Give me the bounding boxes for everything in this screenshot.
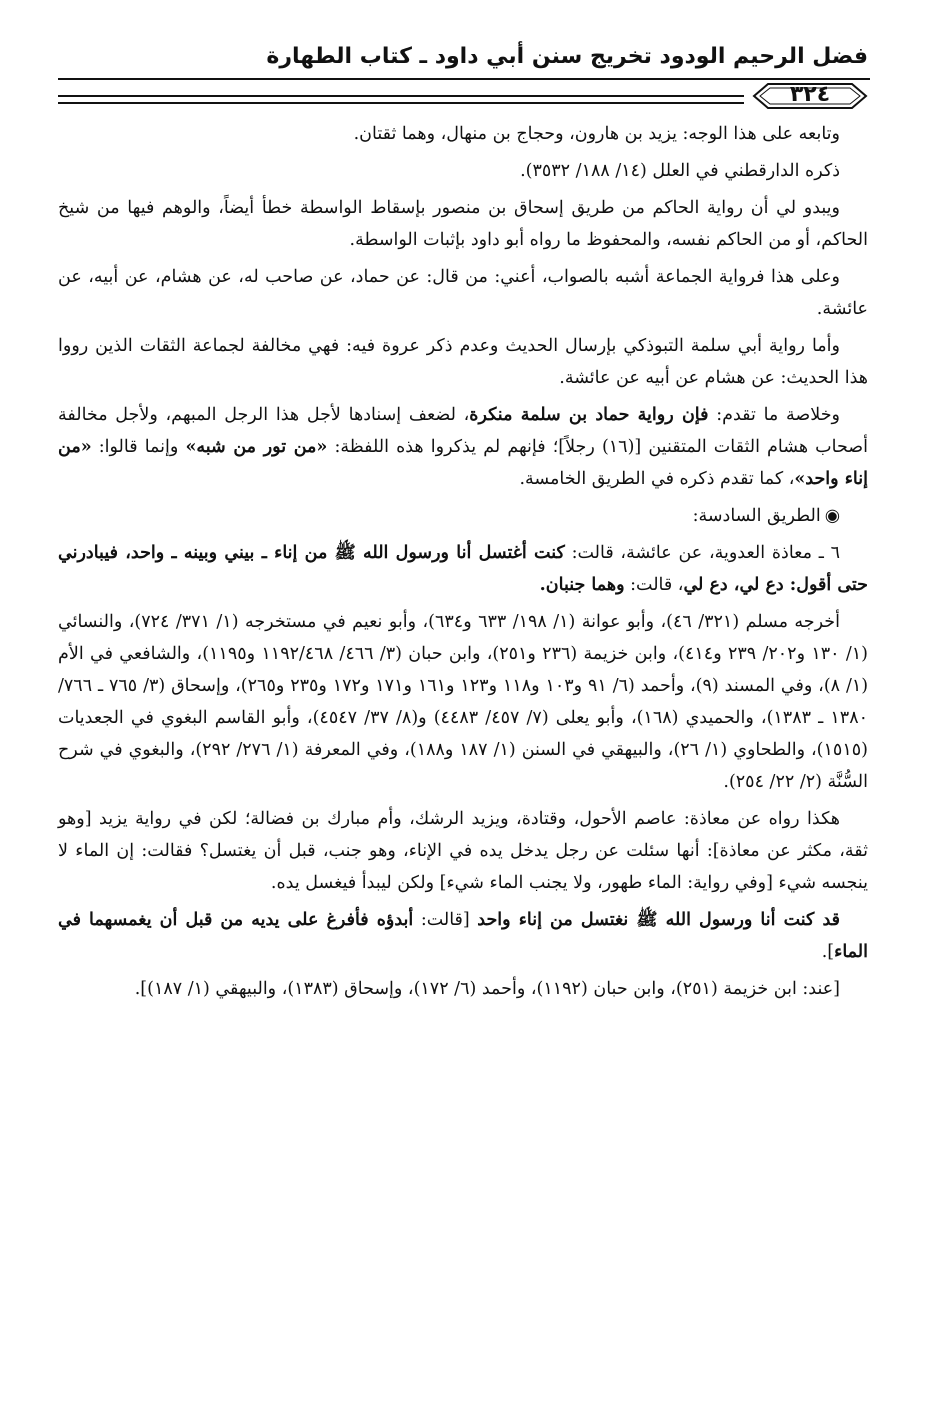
p9-text-b: [قالت:	[413, 910, 478, 930]
p6-text-e: وإنما قالوا:	[91, 437, 186, 457]
page-number-ornament	[750, 81, 870, 111]
paragraph-4: وعلى هذا فرواية الجماعة أشبه بالصواب، أعني: من قال: عن حماد، عن صاحب له، عن هشام، عن أبيه، عن عائشة.	[58, 267, 868, 319]
header-rule-top	[58, 78, 870, 80]
hadith-6-c: ، قالت:	[624, 575, 684, 595]
page-body	[58, 118, 868, 1010]
p9-bold-a: قد كنت أنا ورسول الله ﷺ نغتسل من إناء واحد	[477, 910, 840, 930]
paragraph-10: [عند: ابن خزيمة (٢٥١)، وابن حبان (١١٩٢)، وأحمد (٦/ ١٧٢)، وإسحاق (١٣٨٣)، والبيهقي (١/ ١٨٧)].	[134, 979, 840, 999]
paragraph-2: ذكره الدارقطني في العلل (١٤/ ١٨٨/ ٣٥٣٢).	[520, 161, 840, 181]
paragraph-5: وأما رواية أبي سلمة التبوذكي بإرسال الحديث وعدم ذكر عروة فيه: فهي مخالفة لجماعة الثقات الذين رووا هذا الحديث: عن هشام عن أبيه عن عائشة.	[58, 336, 868, 388]
header-rule-bottom	[58, 95, 744, 104]
section-heading	[58, 500, 868, 532]
p6-bold-f: «من إناء واحد»	[58, 437, 868, 489]
paragraph-7-takhrij: أخرجه مسلم (٣٢١/ ٤٦)، وأبو عوانة (١/ ١٩٨/ ٦٣٣ و٦٣٤)، وأبو نعيم في مستخرجه (١/ ٣٧١/ ٧٢٤)، والنسائي (١/ ١٣٠ و٢٠٢/ ٢٣٩ و٤١٤)، وابن خزيمة (٢٣٦ و٢٥١)، وابن حبان (٣/ ٤٦٦/ ١١٩٢/٤٦٨ و١١٩٥)، والشافعي في الأم (١/ ٨)، وفي المسند (٩)، وأحمد (٦/ ٩١ و١٠٣ و١١٨ و١٢٣ و١٦١ و١٧١ و١٧٢ و٢٣٥ و٢٦٥)، وإسحاق (٣/ ٧٦٥ ـ ٧٦٦/ ١٣٨٠ ـ ١٣٨٣)، والحميدي (١٦٨)، وأبو يعلى (٧/ ٤٥٧/ ٤٤٨٣) و(٨/ ٣٧/ ٤٥٤٧)، وأبو القاسم البغوي في الجعديات (١٥١٥)، والطحاوي (١/ ٢٦)، والبيهقي في السنن (١/ ١٨٧ و١٨٨)، وفي المعرفة (١/ ٢٧٦/ ٢٩٢)، والبغوي في شرح السُّنَّة (٢/ ٢٢/ ٢٥٤).	[58, 612, 869, 792]
page-number: ٣٢٤	[789, 82, 831, 107]
section-heading-text: الطريق السادسة:	[692, 506, 821, 526]
paragraph-9	[58, 904, 868, 968]
hadith-6-d: وهما جنبان.	[539, 575, 625, 595]
paragraph-6	[58, 399, 868, 495]
paragraph-1: وتابعه على هذا الوجه: يزيد بن هارون، وحجاج بن منهال، وهما ثقتان.	[353, 124, 840, 144]
running-title: فضل الرحيم الودود تخريج سنن أبي داود ـ كتاب الطهارة	[266, 44, 868, 69]
hadith-6-a: ٦ ـ معاذة العدوية، عن عائشة، قالت:	[564, 543, 840, 563]
page-header	[58, 38, 870, 108]
p6-text-a: وخلاصة ما تقدم:	[708, 405, 840, 425]
p6-bold-d: «من تور من شبه»	[185, 437, 328, 457]
p9-text-d: ].	[821, 942, 835, 962]
hadith-6-b: كنت أغتسل أنا ورسول الله ﷺ من إناء ـ بيني وبينه ـ واحد، فيبادرني حتى أقول: دع لي، دع لي	[58, 543, 868, 595]
p6-bold-b: فإن رواية حماد بن سلمة منكرة	[469, 405, 709, 425]
p6-text-g: ، كما تقدم ذكره في الطريق الخامسة.	[519, 469, 795, 489]
p9-bold-c: أبدؤه فأفرغ على يديه من قبل أن يغمسهما في الماء	[58, 910, 868, 962]
section-bullet-icon: ◉	[824, 506, 840, 526]
paragraph-3: ويبدو لي أن رواية الحاكم من طريق إسحاق بن منصور بإسقاط الواسطة خطأ أيضاً، والوهم فيها من شيخ الحاكم، أو من الحاكم نفسه، والمحفوظ ما رواه أبو داود بإثبات الواسطة.	[58, 198, 868, 250]
hadith-6	[58, 537, 868, 601]
paragraph-8: هكذا رواه عن معاذة: عاصم الأحول، وقتادة، ويزيد الرشك، وأم مبارك بن فضالة؛ لكن في رواية يزيد [وهو ثقة، مكثر عن معاذة]: أنها سئلت عن رجل يدخل يده في الإناء، وهو جنب، قبل أن يغتسل؟ فقالت: إن الماء لا ينجسه شيء [وفي رواية: الماء طهور، ولا يجنب الماء شيء] ولكن ليبدأ فيغسل يده.	[58, 809, 868, 893]
p6-text-c: ، لضعف إسنادها لأجل هذا الرجل المبهم، ولأجل مخالفة أصحاب هشام الثقات المتقنين [(١٦) رجلاً]؛ فإنهم لم يذكروا هذه اللفظة:	[58, 405, 869, 457]
